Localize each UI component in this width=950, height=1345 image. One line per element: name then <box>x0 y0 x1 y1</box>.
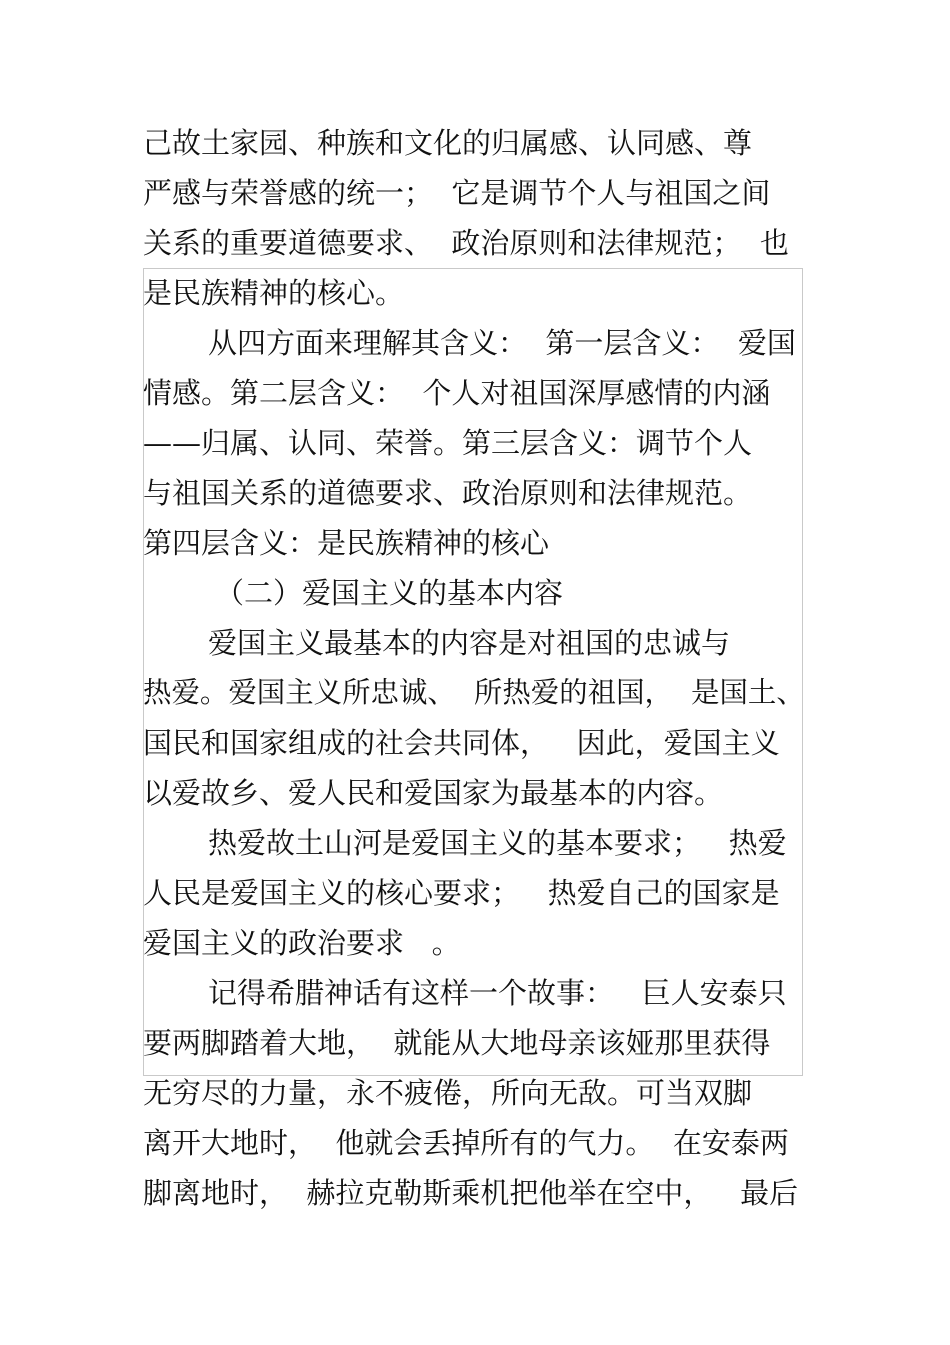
text-line: 严感与荣誉感的统一； 它是调节个人与祖国之间 <box>143 176 771 210</box>
section-heading: （二）爱国主义的基本内容 <box>215 576 564 610</box>
text-line: 要两脚踏着大地， 就能从大地母亲该娅那里获得 <box>143 1026 771 1060</box>
text-line: 国民和国家组成的社会共同体， 因此，爱国主义 <box>143 726 780 760</box>
paragraph-first-line: 热爱故土山河是爱国主义的基本要求； 热爱 <box>208 826 787 860</box>
text-line: 爱国主义的政治要求 。 <box>143 926 461 960</box>
paragraph-first-line: 爱国主义最基本的内容是对祖国的忠诚与 <box>208 626 731 660</box>
text-line: 无穷尽的力量，永不疲倦，所向无敌。可当双脚 <box>143 1076 753 1110</box>
text-line: 关系的重要道德要求、 政治原则和法律规范； 也 <box>143 226 789 260</box>
text-line: 人民是爱国主义的核心要求； 热爱自己的国家是 <box>143 876 780 910</box>
text-line: 离开大地时， 他就会丢掉所有的气力。 在安泰两 <box>143 1126 789 1160</box>
text-line: 热爱。爱国主义所忠诚、 所热爱的祖国， 是国土、 <box>143 676 805 709</box>
text-line: 是民族精神的核心。 <box>143 276 405 310</box>
text-line: 第四层含义：是民族精神的核心 <box>143 526 550 560</box>
text-line: ——归属、认同、荣誉。第三层含义：调节个人 <box>143 426 753 460</box>
text-line: 与祖国关系的道德要求、政治原则和法律规范。 <box>143 476 753 510</box>
text-line: 情感。第二层含义： 个人对祖国深厚感情的内涵 <box>143 376 771 410</box>
paragraph-first-line: 记得希腊神话有这样一个故事： 巨人安泰只 <box>208 976 787 1010</box>
text-line: 脚离地时， 赫拉克勒斯乘机把他举在空中， 最后 <box>143 1176 799 1210</box>
paragraph-first-line: 从四方面来理解其含义： 第一层含义： 爱国 <box>208 326 796 360</box>
text-line: 以爱故乡、爱人民和爱国家为最基本的内容。 <box>143 776 724 810</box>
text-line: 己故土家园、种族和文化的归属感、认同感、尊 <box>143 126 753 160</box>
